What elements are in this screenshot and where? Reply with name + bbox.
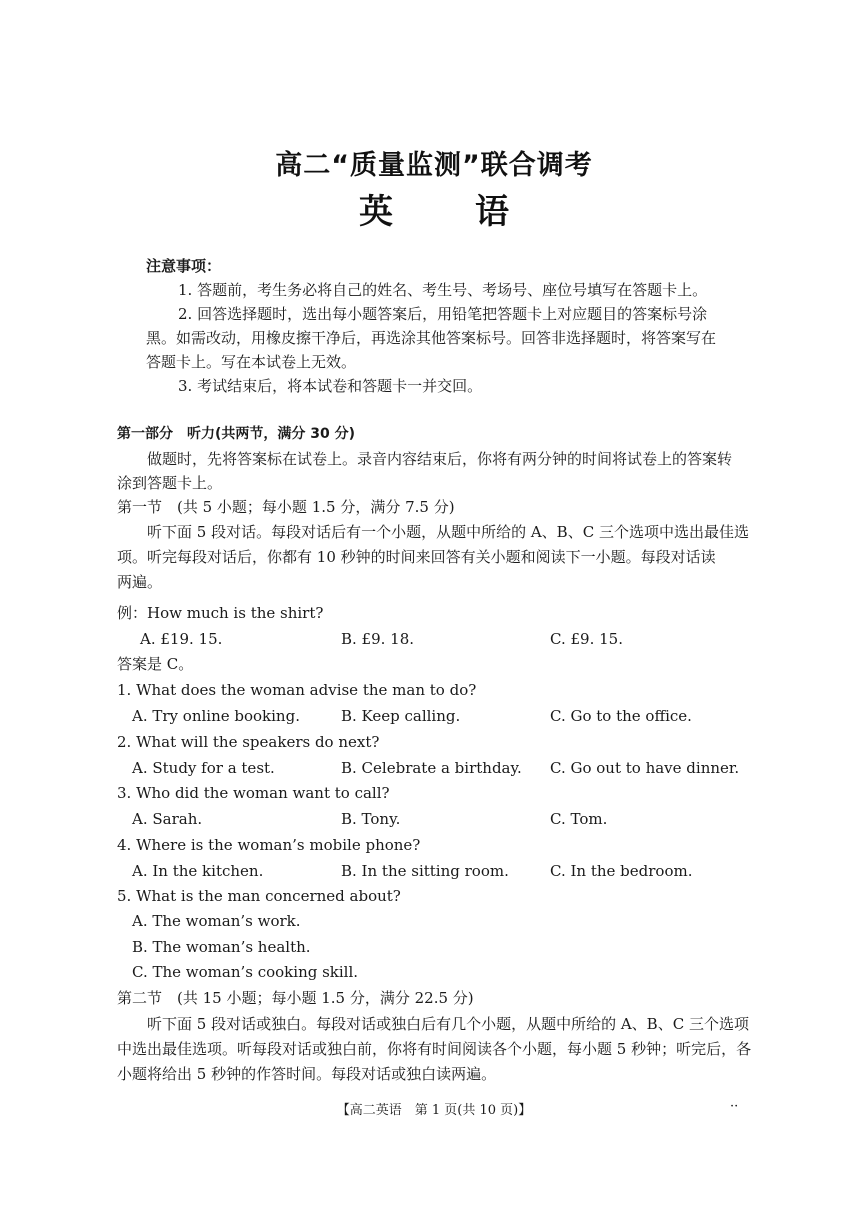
- section1-intro-line-2: 项。听完每段对话后，你都有 10 秒钟的时间来回答有关小题和阅读下一小题。每段对话读: [117, 548, 716, 566]
- example-option-b: B. £9. 18.: [341, 630, 415, 648]
- exam-title: 高二“质量监测”联合调考: [275, 150, 593, 181]
- section2-intro-line-3: 小题将给出 5 秒钟的作答时间。每段对话或独白读两遍。: [117, 1065, 497, 1083]
- question-5-option-c: C. The woman’s cooking skill.: [132, 963, 359, 981]
- section2-intro-line-1: 听下面 5 段对话或独白。每段对话或独白后有几个小题，从题中所给的 A、B、C 三个选项: [147, 1015, 749, 1033]
- question-1-option-b: B. Keep calling.: [341, 707, 461, 725]
- question-3-option-b: B. Tony.: [341, 810, 401, 828]
- subject-title: [0, 184, 868, 233]
- notice-item-3: 3. 考试结束后，将本试卷和答题卡一并交回。: [178, 377, 483, 395]
- section2-heading: 第二节 (共 15 小题；每小题 1.5 分，满分 22.5 分): [117, 989, 474, 1007]
- question-4-option-b: B. In the sitting room.: [341, 862, 509, 880]
- question-5-option-b: B. The woman’s health.: [132, 938, 311, 956]
- section1-intro-line-3: 两遍。: [117, 573, 163, 591]
- question-1-option-c: C. Go to the office.: [550, 707, 692, 725]
- question-4: 4. Where is the woman’s mobile phone?: [117, 836, 421, 854]
- question-2: 2. What will the speakers do next?: [117, 733, 380, 751]
- question-3-option-c: C. Tom.: [550, 810, 608, 828]
- question-1-option-a: A. Try online booking.: [132, 707, 300, 725]
- question-5: 5. What is the man concerned about?: [117, 887, 401, 905]
- section2-intro-line-2: 中选出最佳选项。听每段对话或独白前，你将有时间阅读各个小题，每小题 5 秒钟；听完后，各: [117, 1040, 752, 1058]
- section1-intro-line-1: 听下面 5 段对话。每段对话后有一个小题，从题中所给的 A、B、C 三个选项中选出最佳选: [147, 523, 749, 541]
- notice-item-2-line-2: 黑。如需改动，用橡皮擦干净后，再选涂其他答案标号。回答非选择题时，将答案写在: [146, 329, 717, 347]
- example-question: 例：How much is the shirt?: [117, 604, 324, 622]
- question-3: 3. Who did the woman want to call?: [117, 784, 390, 802]
- question-5-option-a: A. The woman’s work.: [132, 912, 301, 930]
- example-option-c: C. £9. 15.: [550, 630, 623, 648]
- notice-item-1: 1. 答题前，考生务必将自己的姓名、考生号、考场号、座位号填写在答题卡上。: [178, 281, 708, 299]
- example-answer: 答案是 C。: [117, 655, 194, 673]
- question-4-option-a: A. In the kitchen.: [132, 862, 264, 880]
- section1-heading: 第一节 (共 5 小题；每小题 1.5 分，满分 7.5 分): [117, 498, 455, 516]
- part1-intro-line-1: 做题时，先将答案标在试卷上。录音内容结束后，你将有两分钟的时间将试卷上的答案转: [147, 450, 733, 468]
- question-3-option-a: A. Sarah.: [132, 810, 203, 828]
- example-option-a: A. £19. 15.: [140, 630, 223, 648]
- question-4-option-c: C. In the bedroom.: [550, 862, 693, 880]
- question-2-option-b: B. Celebrate a birthday.: [341, 759, 522, 777]
- notice-item-2-line-3: 答题卡上。写在本试卷上无效。: [146, 353, 357, 371]
- subject-char-1: 英: [359, 192, 393, 232]
- notice-item-2-line-1: 2. 回答选择题时，选出每小题答案后，用铅笔把答题卡上对应题目的答案标号涂: [178, 305, 708, 323]
- question-2-option-c: C. Go out to have dinner.: [550, 759, 740, 777]
- corner-mark: ··: [730, 1099, 739, 1114]
- question-2-option-a: A. Study for a test.: [132, 759, 275, 777]
- subject-char-2: 语: [475, 192, 509, 232]
- notice-heading: 注意事项：: [146, 257, 222, 275]
- question-1: 1. What does the woman advise the man to do?: [117, 681, 477, 699]
- part1-intro-line-2: 涂到答题卡上。: [117, 474, 223, 492]
- part1-heading: 第一部分 听力(共两节，满分 30 分): [117, 426, 356, 442]
- page-footer: 【高二英语 第 1 页(共 10 页)】: [336, 1103, 532, 1118]
